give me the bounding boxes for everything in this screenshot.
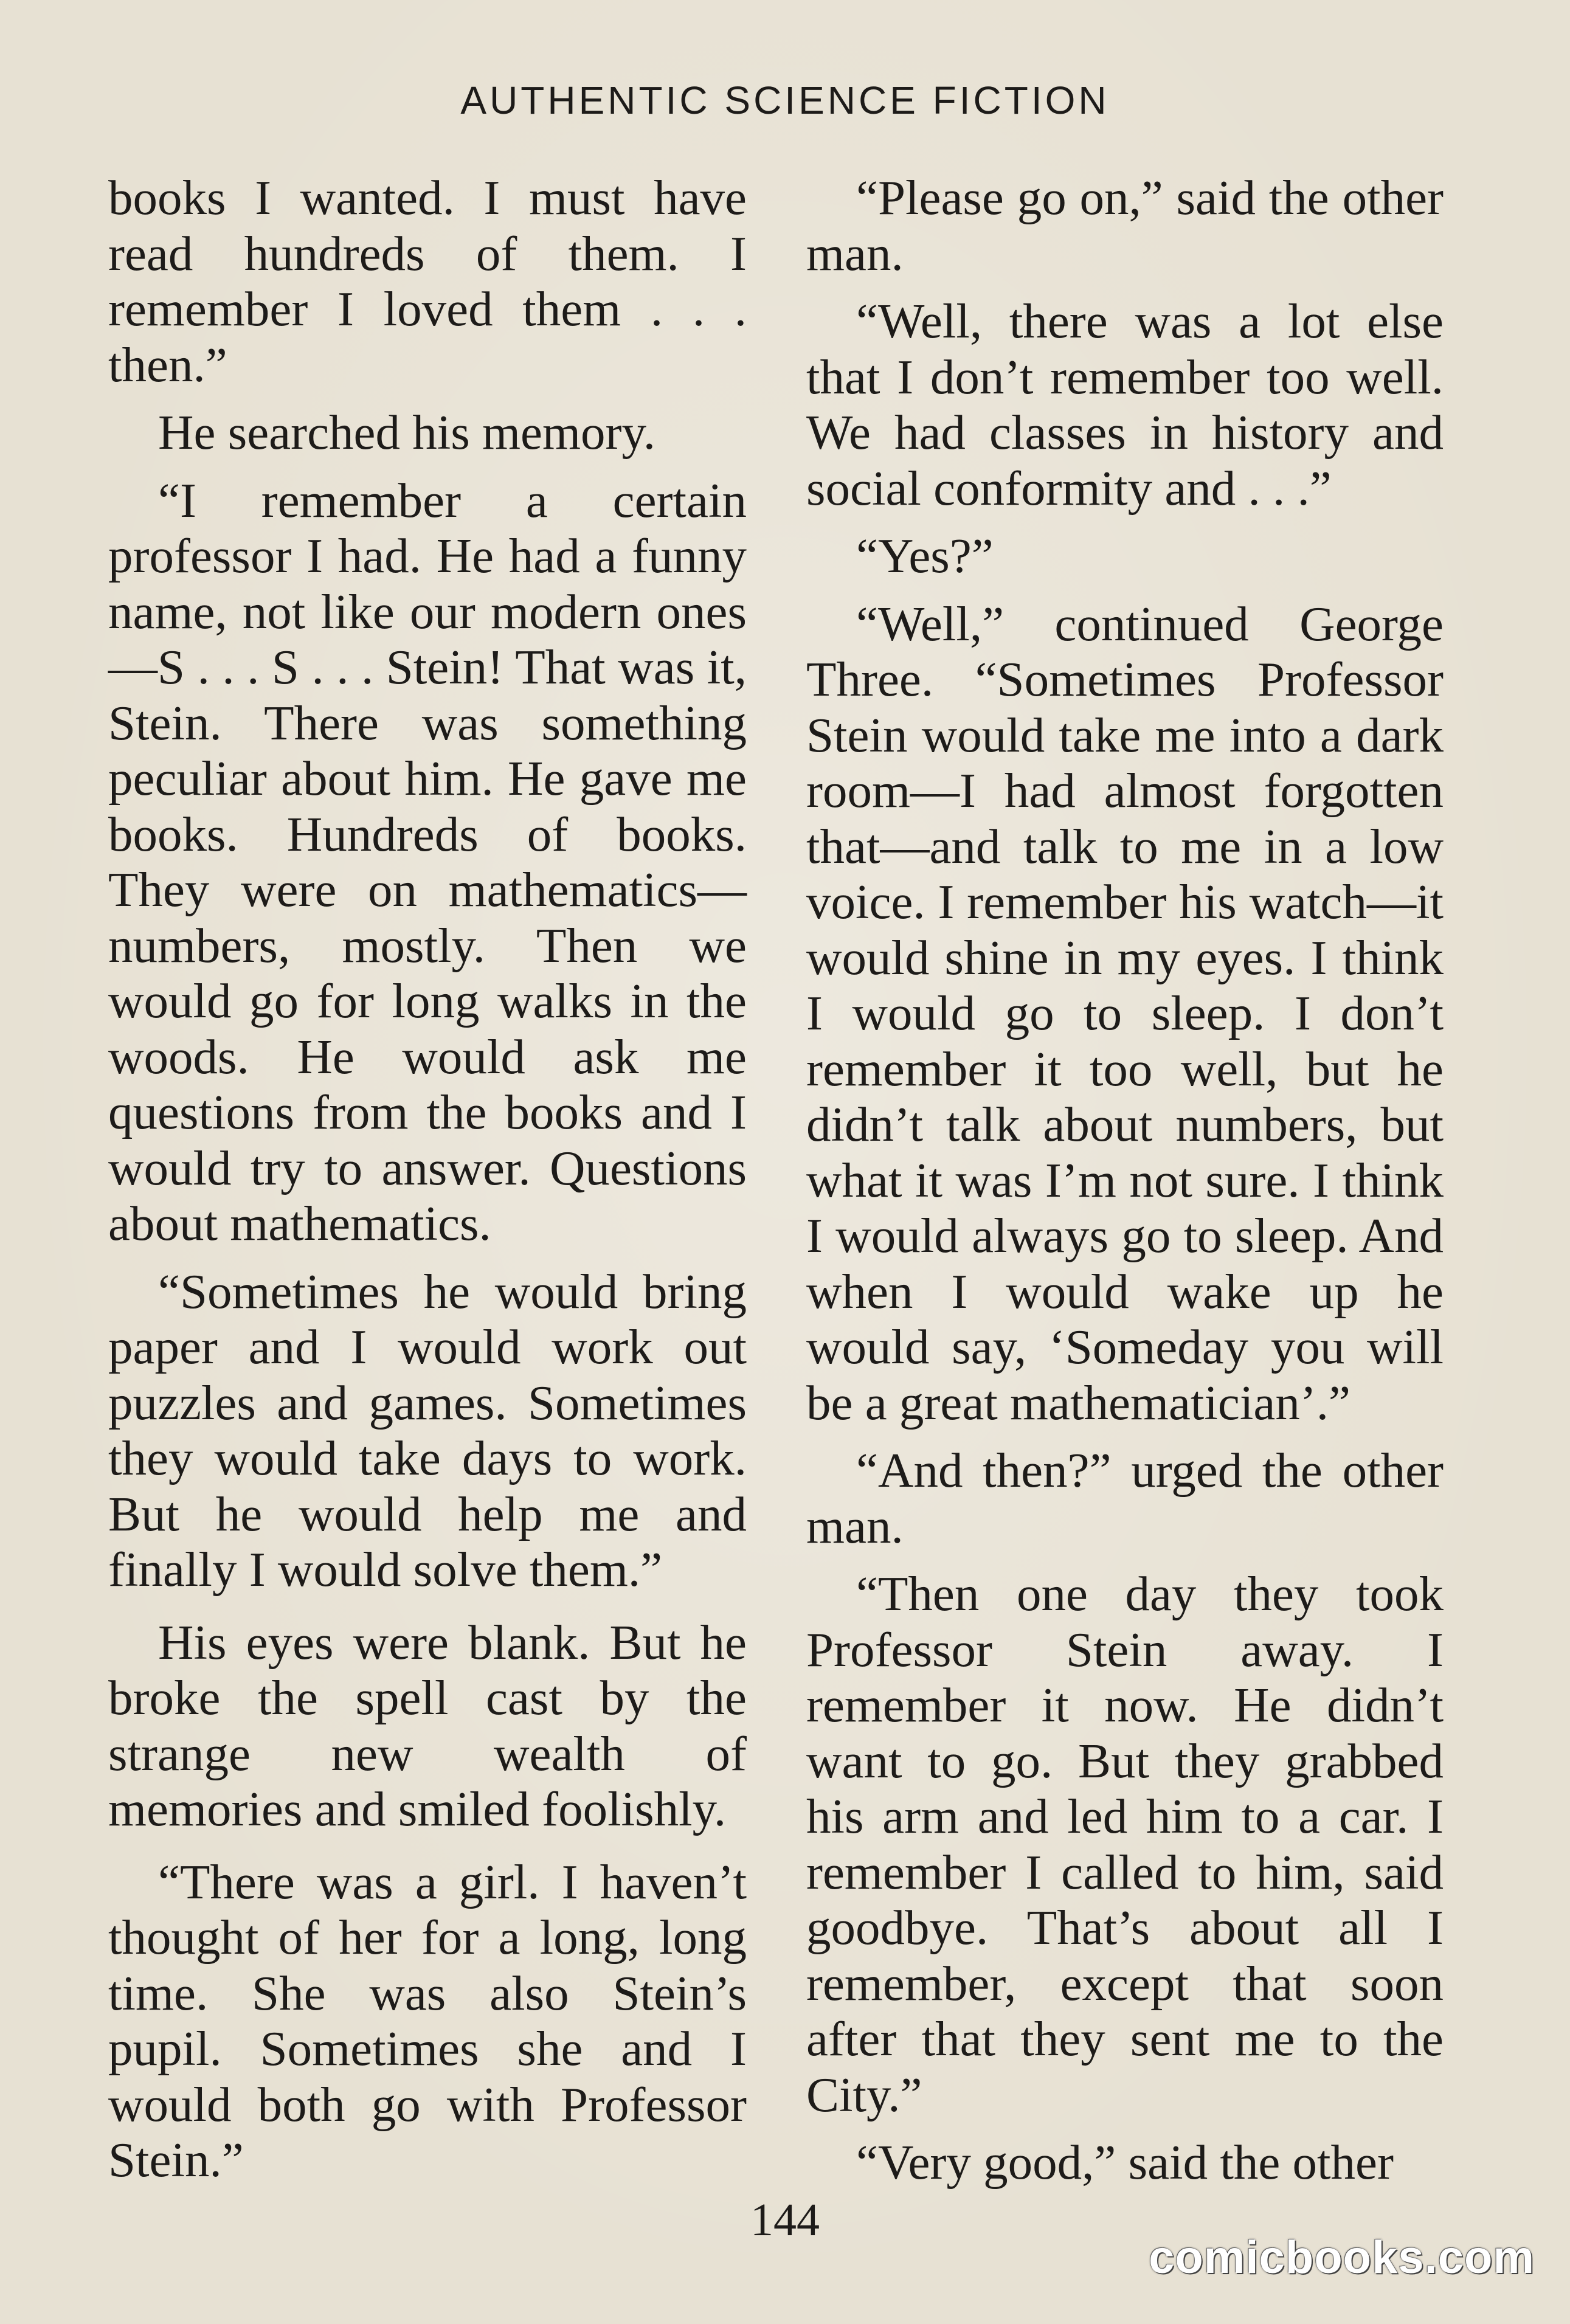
paragraph: “I remember a certain professor I had. He had a funny name, not like our modern ones—S . . . S . . . Stein! That was it, Stein. There was something peculiar about him. He gave me books. Hundreds of books. They were on mathematics—numbers, mostly. Then we would go for long walks in the woods. He would ask me questions from the books and I would try to answer. Questions about mathematics. bbox=[108, 472, 747, 1251]
paragraph: “Then one day they took Professor Stein away. I remember it now. He didn’t want to go. But they grabbed his arm and led him to a car. I remember I called to him, said goodbye. That’s about all I remember, except that soon after that they sent me to the City.” bbox=[806, 1566, 1444, 2122]
paragraph: “Please go on,” said the other man. bbox=[806, 170, 1444, 281]
paragraph: books I wanted. I must have read hundreds of them. I remember I loved them . . . then.” bbox=[108, 170, 747, 392]
paragraph: “Well, there was a lot else that I don’t remember too well. We had classes in history and social conformity and . . .” bbox=[806, 294, 1444, 516]
paragraph: “There was a girl. I haven’t thought of her for a long, long time. She was also Stein’s pupil. Sometimes she and I would both go with Professor Stein.” bbox=[108, 1854, 747, 2187]
paragraph: “Sometimes he would bring paper and I would work out puzzles and games. Sometimes they would take days to work. But he would help me and finally I would solve them.” bbox=[108, 1264, 747, 1597]
paragraph: “And then?” urged the other man. bbox=[806, 1443, 1444, 1554]
paragraph: “Yes?” bbox=[856, 528, 994, 583]
paragraph: “Well,” continued George Three. “Sometimes Professor Stein would take me into a dark room—I had almost forgotten that—and talk to me in a low voice. I remember his watch—it would shine in my eyes. I think I would go to sleep. I don’t remember it too well, but he didn’t talk about numbers, but what it was I’m not sure. I think I would always go to sleep. And when I would wake up he would say, ‘Someday you will be a great mathematician’.” bbox=[806, 596, 1444, 1430]
paragraph: “Very good,” said the other bbox=[856, 2135, 1394, 2190]
running-head: AUTHENTIC SCIENCE FICTION bbox=[460, 78, 1110, 122]
page-number: 144 bbox=[750, 2194, 820, 2246]
right-column bbox=[806, 170, 1444, 2191]
left-column bbox=[108, 170, 747, 2188]
paragraph: He searched his memory. bbox=[158, 405, 655, 460]
site-watermark: comicbooks.com bbox=[1149, 2232, 1535, 2283]
paragraph: His eyes were blank. But he broke the spell cast by the strange new wealth of memories and smiled foolishly. bbox=[108, 1614, 747, 1836]
